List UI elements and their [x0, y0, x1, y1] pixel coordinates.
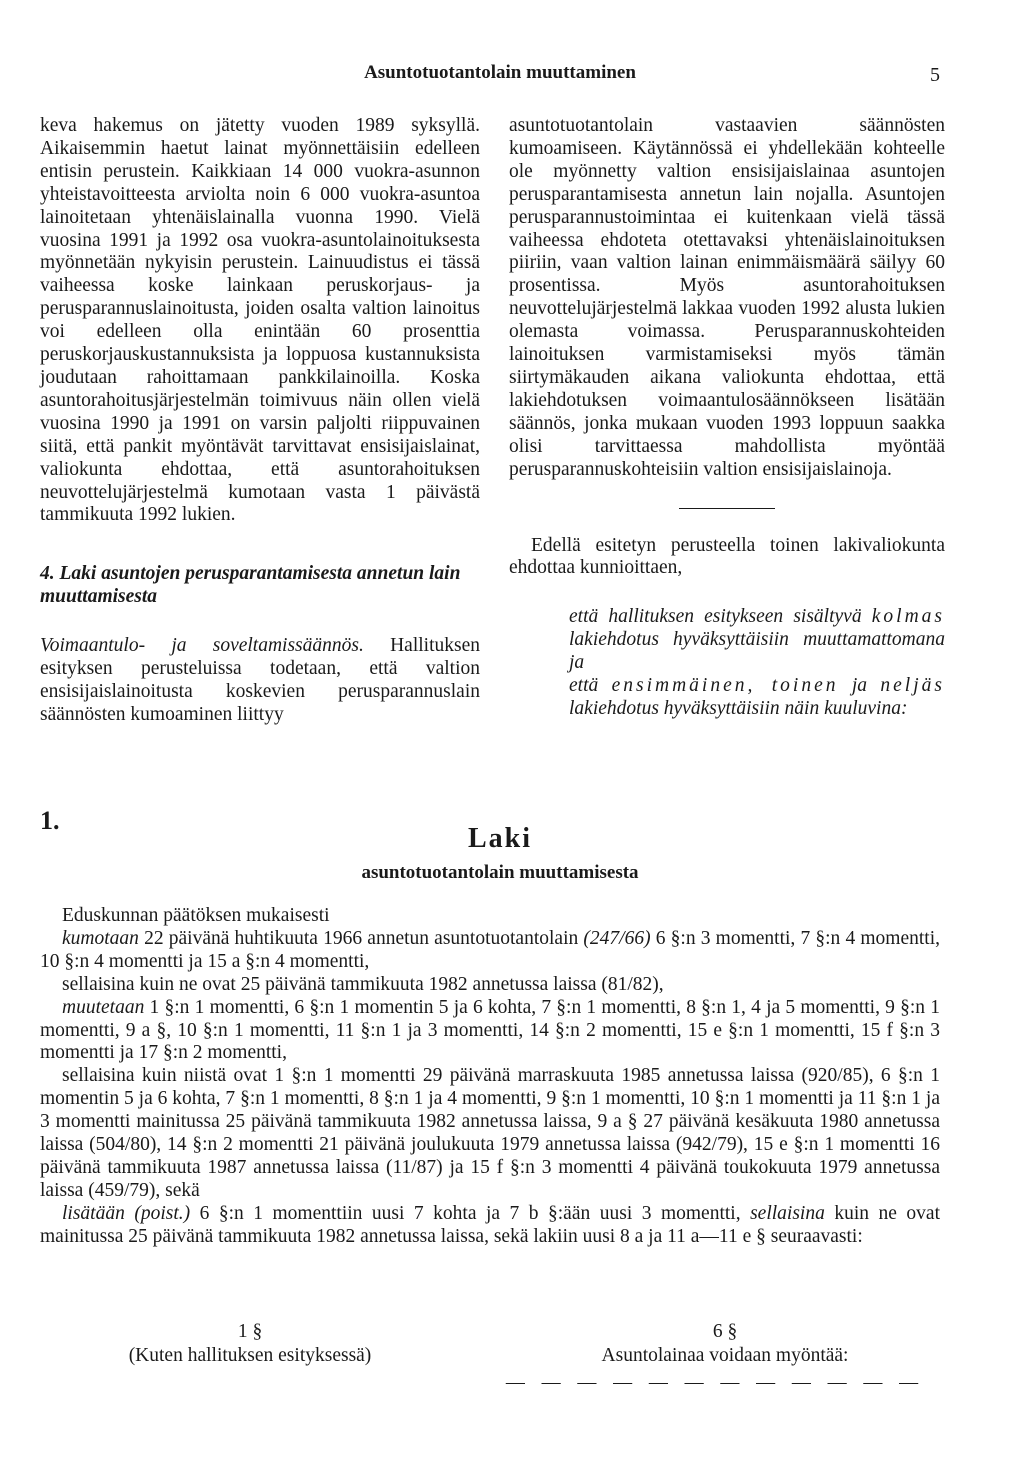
- subheading-italic: Voimaantulo- ja soveltamissäännös.: [40, 635, 364, 657]
- left-paragraph-1: keva hakemus on jätetty vuoden 1989 syksyllä. Aikaisemmin haetut lainat myönnettäisiin edelleen entisin perustein. Kaikkiaan 14 000 vuokra-asunnon yhteistavoitteesta arviolta noin 6 000 vuokra-asuntoa lainoitetaan yhtenäislainalla vuonna 1990. Vielä vuosina 1991 ja 1992 osa vuokra-asuntolainoituksesta myönnetään nykyisin perustein. Lainuudistus ei tässä vaiheessa koske lainkaan peruskorjaus- ja perusparannuslainoitusta, joiden osalta valtion lainoitus voi edelleen olla enintään 60 prosenttia peruskorjauskustannuksista ja loppuosa kustannuksista joudutaan rahoittamaan pankkilainoilla. Koska asuntorahoitusjärjestelmän toimivuus näin ollen vielä vuosina 1990 ja 1991 on varsin paljolti riippuvainen siitä, että pankit myöntävät tarvittavat ensisijaislainat, valiokunta ehdottaa, että asuntorahoituksen neuvottelujärjestelmä kumotaan vasta 1 päivästä tammikuuta 1992 lukien.: [40, 115, 480, 526]
- proposal-1-text-b: lakiehdotus hyväksyttäisiin muuttamattomana ja: [569, 629, 945, 674]
- left-paragraph-2-text: Hallituksen esityksen perusteluissa todetaan, että valtion ensisijaislainoitusta koskevien perusparannuslain säännösten kumoaminen liittyy: [40, 635, 481, 725]
- clause-3-keyword: muutetaan: [62, 996, 145, 1018]
- law-intro: Eduskunnan päätöksen mukaisesti: [62, 905, 330, 926]
- footer-left: [40, 1320, 460, 1368]
- omission-dashes: — — — — — — — — — — — —: [505, 1372, 925, 1393]
- page-header-title: Asuntotuotantolain muuttaminen: [364, 62, 636, 83]
- section-6-label: 6 §: [712, 1321, 738, 1342]
- proposal-1-spaced: kolmas: [871, 606, 945, 628]
- clause-5-keyword: lisätään (poist.): [62, 1202, 191, 1224]
- left-paragraph-2: [40, 635, 480, 727]
- right-paragraph-2: Edellä esitetyn perusteella toinen lakivaliokunta ehdottaa kunnioittaen,: [509, 534, 945, 579]
- proposal-2-spaced: ensimmäinen, toinen: [611, 675, 839, 697]
- right-paragraph-1: asuntotuotantolain vastaavien säännösten kumoamiseen. Käytännössä ei yhdellekään kohteelle ole myönnetty valtion ensisijaislainaa asuntojen perusparantamisesta annetun lain nojalla. Asuntojen perusparannustoimintaa ei kuitenkaan vielä tässä vaiheessa ehdoteta otettavaksi yhtenäislainoituksen piiriin, vaan valtion lainan enimmäismäärä säilyy 60 prosentissa. Myös asuntorahoituksen neuvottelujärjestelmä lakkaa vuoden 1992 alusta lukien olemasta voimassa. Perusparannuskohteiden lainoituksen varmistamiseksi myös tämän siirtymäkauden aikana valiokunta ehdottaa, että lakiehdotuksen voimaantulosäännökseen lisätään säännös, jonka mukaan vuoden 1993 loppuun saakka olisi tarvittaessa mahdollista myöntää perusparannuskohteisiin valtion ensisijaislainoja.: [509, 115, 945, 480]
- law-body: [40, 905, 940, 1249]
- law-number: 1.: [40, 806, 60, 835]
- clause-5-text-b: kuin ne ovat mainitussa 25 päivänä tammikuuta 1982 annetussa laissa, sekä lakiin uusi 8 a ja 11 a—11 e § seuraavasti:: [40, 1202, 940, 1247]
- footer-right: [500, 1320, 950, 1368]
- law-clause-4: sellaisina kuin niistä ovat 1 §:n 1 momentti 29 päivänä marraskuuta 1985 annetussa laissa (920/85), 6 §:n 1 momentin 5 ja 6 kohta, 7 §:n 1 momentti, 8 §:n 1 ja 4 momentti, 9 §:n 1 momentti, 10 §:n 1 momentti ja 11 §:n 1 ja 3 momentti mainitussa 25 päivänä tammikuuta 1982 annetussa laissa, 9 a § 27 päivänä kesäkuuta 1980 annetussa laissa (504/80), 14 §:n 2 momentti 21 päivänä joulukuuta 1979 annetussa laissa (942/79), 15 e §:n 1 momentti 16 päivänä tammikuuta 1987 annetussa laissa (11/87) ja 15 f §:n 3 momentti 4 päivänä toukokuuta 1979 annetussa laissa (459/79), sekä: [40, 1065, 940, 1201]
- proposal-1: [569, 606, 945, 675]
- proposal-2-text-c: lakiehdotus hyväksyttäisiin näin kuuluvina:: [569, 697, 908, 719]
- right-column: [509, 115, 945, 721]
- law-clause-1: [40, 928, 940, 974]
- clause-1-text: 22 päivänä huhtikuuta 1966 annetun asuntotuotantolain: [138, 927, 584, 949]
- law-title: Laki: [467, 823, 533, 854]
- proposal-2-text-a: että: [569, 675, 612, 697]
- clause-5-em: sellaisina: [750, 1202, 825, 1224]
- clause-1-text-b: 6 §:n 3 momentti, 7 §:n 4 momentti, 10 §:n 4 momentti ja 15 a §:n 4 momentti,: [40, 927, 940, 972]
- law-clause-5: [40, 1203, 940, 1249]
- proposal-2-spaced-2: neljäs: [880, 675, 945, 697]
- clause-1-ref: (247/66): [583, 927, 651, 949]
- clause-5-text: 6 §:n 1 momenttiin uusi 7 kohta ja 7 b §:ään uusi 3 momentti,: [190, 1202, 751, 1224]
- law-subtitle: asuntotuotantolain muuttamisesta: [361, 862, 639, 883]
- proposal-1-text-a: että hallituksen esitykseen sisältyvä: [569, 606, 872, 628]
- proposal-2-text-b: ja: [838, 675, 881, 697]
- law-clause-3: [40, 997, 940, 1066]
- section-6-text: Asuntolainaa voidaan myöntää:: [601, 1345, 849, 1366]
- section-1-text: (Kuten hallituksen esityksessä): [128, 1345, 372, 1366]
- page-number: 5: [930, 64, 940, 86]
- clause-1-keyword: kumotaan: [62, 927, 139, 949]
- clause-3-text: 1 §:n 1 momentti, 6 §:n 1 momentin 5 ja 6 kohta, 7 §:n 1 momentti, 8 §:n 1, 4 ja 5 momentti, 9 §:n 1 momentti, 9 a §, 10 §:n 1 momentti, 11 §:n 1 ja 3 momentti, 14 §:n 2 momentti, 15 e §:n 1 momentti, 15 f §:n 3 momentti ja 17 §:n 2 momentti,: [40, 996, 940, 1064]
- proposal-2: [569, 675, 945, 721]
- section-1-label: 1 §: [237, 1321, 263, 1342]
- section-divider: [679, 508, 775, 509]
- law-clause-2: sellaisina kuin ne ovat 25 päivänä tammikuuta 1982 annetussa laissa (81/82),: [62, 973, 664, 995]
- left-column: [40, 115, 480, 727]
- section-heading: 4. Laki asuntojen perusparantamisesta annetun lain muuttamisesta: [40, 563, 461, 608]
